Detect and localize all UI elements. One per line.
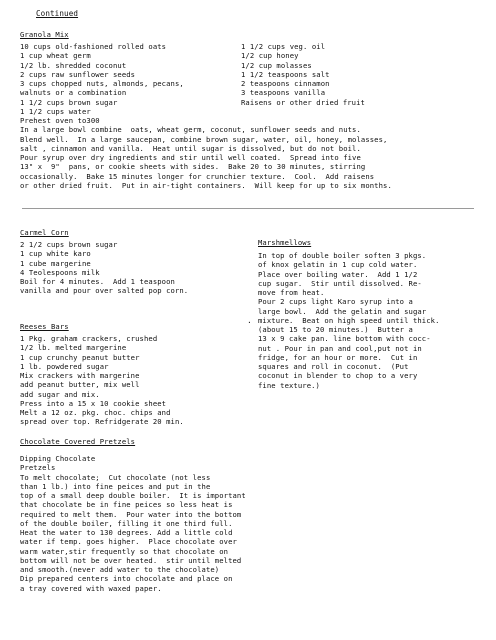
text-line: add sugar and mix. [20, 389, 100, 399]
text-line: Mix crackers with margerine [20, 371, 140, 380]
text-line: that chocolate be in fine peices so less heat is [20, 500, 233, 510]
text-line: top of a small deep double boiler. It is important [20, 491, 246, 500]
text-line: Prehest oven to300 [20, 116, 100, 125]
divider-line [22, 208, 474, 209]
text-line: 1/2 lb. shredded coconut [20, 60, 127, 70]
text-line: spread over top. Refridgerate 20 min. [20, 417, 184, 427]
text-line: (about 15 to 20 minutes.) Butter a [258, 325, 413, 334]
text-line: 1 cup wheat germ [20, 51, 91, 61]
text-line: or other dried fruit. Put in air-tight containers. Will keep for up to six months. [20, 180, 392, 190]
text-line: squares and roll in coconut. (Put [258, 362, 409, 371]
text-line: To melt chocolate; Cut chocolate (not less [20, 472, 211, 482]
text-line: vanilla and pour over salted pop corn. [20, 286, 189, 296]
text-line: 2 teaspoons cinnamon [241, 79, 330, 88]
marshmellows-body [258, 251, 440, 390]
carmel-corn-title: Carmel Corn [20, 228, 69, 237]
text-line: 1 1/2 cups veg. oil [241, 42, 326, 51]
granola-method [20, 116, 392, 190]
text-line: 1 cube margerine [20, 258, 91, 268]
text-line: Pretzels [20, 463, 56, 473]
text-line: Pour syrup over dry ingredients and stir until well coated. Spread into five [20, 153, 361, 162]
pretzels-body [20, 454, 246, 593]
text-line: mixture. Beat on high speed until thick. [258, 315, 440, 325]
text-line: move from heat. [258, 288, 325, 297]
text-line: Boil for 4 minutes. Add 1 teaspoon [20, 277, 175, 286]
text-line: water if temp. goes higher. Place chocolate over [20, 537, 237, 547]
text-line: nut . Pour in pan and cool,put not in [258, 343, 422, 353]
text-line: 1/2 lb. melted margerine [20, 343, 127, 353]
text-line: large bowl. Add the gelatin and sugar [258, 306, 427, 316]
text-line: Heat the water to 130 degrees. Add a little cold [20, 528, 233, 537]
reeses-bars-body [20, 334, 184, 427]
text-line: 1 lb. powdered sugar [20, 361, 109, 371]
text-line: bottom will not be over heated. stir until melted [20, 555, 242, 565]
text-line: fine texture.) [258, 380, 320, 390]
text-line: 1/2 cup honey [241, 51, 299, 61]
text-line: 1/2 cup molasses [241, 60, 312, 70]
pretzels-title: Chocolate Covered Pretzels [20, 437, 136, 446]
text-line: occasionally. Bake 15 minutes longer for crunchier texture. Cool. Add raisens [20, 171, 375, 181]
text-line: 3 cups chopped nuts, almonds, pecans, [20, 79, 184, 88]
text-line: Blend well. In a large saucepan, combine brown sugar, water, oil, honey, molasses, [20, 134, 388, 144]
page-header: Continued [36, 9, 79, 18]
carmel-corn-body [20, 240, 188, 296]
text-line: coconut in blender to chop to a very [258, 371, 418, 381]
text-line: 1 1/2 teaspoons salt [241, 69, 330, 79]
text-line: 1 cup crunchy peanut butter [20, 352, 140, 362]
reeses-bars-title: Reeses Bars [20, 322, 69, 331]
text-line: salt , cinnamon and vanilla. Heat until sugar is dissolved, but do not boil. [20, 143, 361, 153]
text-line: Press into a 15 x 10 cookie sheet [20, 398, 167, 408]
text-line: than 1 lb.) into fine peices and put in the [20, 481, 211, 491]
text-line: add peanut butter, mix well [20, 380, 140, 390]
text-line: cup sugar. Stir until dissolved. Re- [258, 278, 422, 288]
text-line: 3 teaspoons vanilla [241, 88, 326, 98]
marshmellows-title: Marshmellows [258, 238, 312, 247]
text-line: Raisens or other dried fruit [241, 97, 365, 107]
text-line: fridge, for an hour or more. Cut in [258, 352, 418, 362]
text-line: Melt a 12 oz. pkg. choc. chips and [20, 408, 171, 417]
text-line: warm water,stir frequently so that chocolate on [20, 546, 229, 556]
text-line: 13" x 9" pans, or cookie sheets with sides. Bake 20 to 30 minutes, stirring [20, 162, 366, 172]
text-line: 2 1/2 cups brown sugar [20, 240, 118, 249]
text-line: of knox gelatin in 1 cup cold water. [258, 260, 418, 270]
text-line: 10 cups old-fashioned rolled oats [20, 42, 167, 51]
text-line: and smooth.(never add water to the chocolate) [20, 565, 220, 574]
text-line: 1 Pkg. graham crackers, crushed [20, 334, 158, 343]
text-line: 1 cup white karo [20, 249, 91, 259]
text-line: In a large bowl combine oats, wheat germ, coconut, sunflower seeds and nuts. [20, 125, 361, 135]
granola-title: Granola Mix [20, 30, 69, 39]
text-line: 2 cups raw sunflower seeds [20, 69, 136, 79]
text-line: 1 1/2 cups brown sugar [20, 97, 118, 107]
text-line: of the double boiler, filling it one third full. [20, 518, 233, 528]
text-line: a tray covered with waxed paper. [20, 583, 162, 593]
text-line: 4 Teolespoons milk [20, 267, 100, 277]
text-line: 1 1/2 cups water [20, 106, 91, 116]
text-line: 13 x 9 cake pan. line bottom with cocc- [258, 334, 431, 344]
text-line: Pour 2 cups light Karo syrup into a [258, 297, 413, 307]
text-line: Place over boiling water. Add 1 1/2 [258, 269, 418, 279]
granola-ingredients-right [241, 42, 365, 107]
margin-mark: . [247, 316, 252, 325]
text-line: In top of double boiler soften 3 pkgs. [258, 251, 427, 260]
text-line: Dip prepared centers into chocolate and place on [20, 574, 233, 584]
text-line: walnuts or a combination [20, 88, 127, 98]
text-line: Dipping Chocolate [20, 454, 96, 463]
granola-ingredients-left [20, 42, 184, 116]
text-line: required to melt them. Pour water into the bottom [20, 509, 242, 519]
